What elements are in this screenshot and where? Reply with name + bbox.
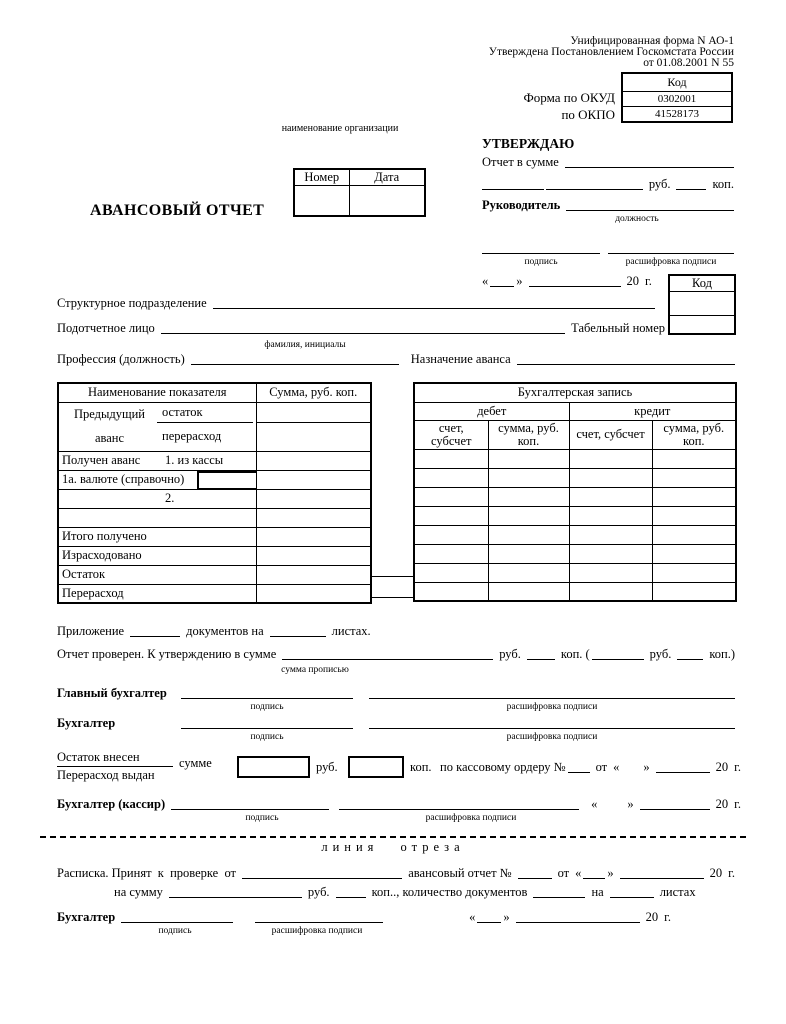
receipt-sum-line	[169, 886, 302, 898]
structural-unit-code-cell[interactable]	[669, 292, 735, 316]
codes-labels	[460, 72, 621, 123]
sign-name-caption: расшифровка подписи	[271, 926, 363, 936]
codes-block	[460, 72, 733, 123]
checked-sum-line	[282, 648, 493, 660]
overspend-out-label: Перерасход выдан	[57, 768, 155, 782]
order-year-suffix: г.	[734, 760, 741, 774]
regulatory-note-line1: Унифицированная форма N АО-1	[570, 35, 734, 47]
input-cell[interactable]	[414, 525, 488, 544]
kop-amount-box[interactable]	[348, 756, 404, 778]
okpo-label: по ОКПО	[561, 107, 615, 122]
attachment-docs-label: документов на	[186, 624, 264, 638]
accountant-name-line	[369, 717, 735, 729]
receipt-intro: Расписка. Принят к проверке от	[57, 866, 237, 880]
input-cell[interactable]	[569, 487, 652, 506]
receipt-line1	[57, 866, 735, 881]
sign-caption: подпись	[158, 926, 192, 936]
cashier-quote-open: «	[591, 797, 598, 811]
bottom-name-line	[255, 911, 383, 923]
accountable-person-row	[57, 321, 665, 336]
checked-kop-paren: коп. (	[560, 647, 590, 661]
input-cell[interactable]	[256, 584, 371, 603]
codes-header: Код	[622, 73, 732, 92]
person-caption: фамилия, инициалы	[264, 340, 346, 350]
attachment-sheets-line	[270, 625, 326, 637]
input-cell[interactable]	[652, 468, 736, 487]
checked-rub2-line	[592, 648, 644, 660]
personnel-number-code-cell[interactable]	[669, 316, 735, 334]
page-title: АВАНСОВЫЙ ОТЧЕТ	[90, 202, 265, 219]
cashier-year: 20	[715, 797, 729, 811]
checked-kop-close: коп.)	[709, 647, 735, 661]
date-input-cell[interactable]	[349, 186, 425, 216]
balance-in-label: Остаток внесен	[57, 750, 173, 767]
accounting-entry-table	[413, 382, 737, 602]
receipt-na-label: на	[591, 885, 604, 899]
in-sum-label: сумме	[179, 756, 212, 770]
sign-caption: подпись	[250, 732, 284, 742]
main-tables	[57, 382, 735, 622]
input-cell[interactable]	[256, 508, 371, 527]
indicators-table	[57, 382, 372, 604]
sign-caption: подпись	[245, 813, 279, 823]
item2-cell	[58, 489, 256, 508]
input-cell[interactable]	[652, 487, 736, 506]
cashier-sign-line	[171, 798, 329, 810]
receipt-quote-open: «	[575, 866, 582, 880]
credit-account-header: счет, субсчет	[569, 420, 652, 449]
approve-kop-label: коп.	[712, 177, 734, 191]
approve-block	[482, 136, 734, 289]
accountant-sign-line	[181, 717, 353, 729]
input-cell[interactable]	[488, 506, 569, 525]
checked-rub-line	[527, 648, 555, 660]
approve-sign-name-line	[608, 242, 734, 254]
input-cell[interactable]	[488, 487, 569, 506]
approve-sum-line	[565, 156, 734, 168]
input-cell[interactable]	[414, 506, 488, 525]
order-month-line	[656, 761, 710, 773]
debit-account-header: счет, субсчет	[414, 420, 488, 449]
cut-line	[40, 836, 746, 838]
input-cell[interactable]	[569, 563, 652, 582]
attachment-count-line	[130, 625, 180, 637]
receipt-sheets-label: листах	[659, 885, 696, 899]
side-code-table	[668, 274, 736, 335]
order-day-space	[625, 763, 641, 775]
input-cell[interactable]	[569, 506, 652, 525]
input-cell[interactable]	[256, 422, 371, 451]
bottom-day-line	[477, 911, 501, 923]
organization-caption: наименование организации	[281, 123, 399, 134]
accountant-label: Бухгалтер	[57, 716, 116, 730]
structural-unit-line	[213, 297, 655, 309]
accounting-entry-header: Бухгалтерская запись	[414, 383, 736, 402]
cut-caption: линия отреза	[321, 840, 465, 854]
input-cell[interactable]	[488, 449, 569, 468]
checked-rub2-label: руб.	[649, 647, 672, 661]
spent-label: Израсходовано	[58, 546, 256, 565]
checked-kop2-line	[677, 648, 703, 660]
input-cell[interactable]	[256, 565, 371, 584]
bottom-quote-close: »	[503, 910, 510, 924]
cashier-quote-close: »	[627, 797, 634, 811]
number-input-cell[interactable]	[294, 186, 349, 216]
input-cell[interactable]	[414, 582, 488, 601]
input-cell[interactable]	[256, 527, 371, 546]
input-cell[interactable]	[488, 544, 569, 563]
structural-unit-row	[57, 296, 655, 311]
debit-header: дебет	[414, 402, 569, 420]
attachment-label: Приложение	[57, 624, 125, 638]
checked-label: Отчет проверен. К утверждению в сумме	[57, 647, 277, 661]
input-cell[interactable]	[256, 489, 371, 508]
input-cell[interactable]	[569, 544, 652, 563]
input-cell[interactable]	[414, 468, 488, 487]
approve-sum-line3	[546, 178, 643, 190]
gap-connector-line	[370, 576, 413, 577]
chief-accountant-name-line	[369, 687, 735, 699]
bottom-month-line	[516, 911, 640, 923]
approve-head-line	[566, 199, 734, 211]
order-number-line	[568, 761, 590, 773]
receipt-sheets-line	[610, 886, 654, 898]
approve-day-line	[490, 275, 514, 287]
previous-advance-line2: аванс	[94, 431, 125, 445]
rub-label: руб.	[316, 760, 338, 774]
sum-words-caption: сумма прописью	[281, 665, 349, 675]
regulatory-note-line3: от 01.08.2001 N 55	[643, 57, 734, 69]
sign-name-caption: расшифровка подписи	[425, 813, 517, 823]
receipt-year: 20	[709, 866, 723, 880]
item2-label: 2.	[165, 491, 175, 505]
approve-title: УТВЕРЖДАЮ	[482, 136, 575, 151]
from-cash-label: 1. из кассы	[165, 453, 224, 467]
bottom-year: 20	[645, 910, 659, 924]
input-cell[interactable]	[652, 525, 736, 544]
total-received-label: Итого получено	[58, 527, 256, 546]
input-cell[interactable]	[256, 470, 371, 489]
previous-advance-line1: Предыдущий	[73, 407, 146, 421]
overspend-sublabel: перерасход	[162, 429, 222, 443]
okpo-value: 41528173	[622, 107, 732, 122]
approve-year: 20	[626, 274, 639, 288]
chief-accountant-sign-line	[181, 687, 353, 699]
structural-unit-label: Структурное подразделение	[57, 296, 207, 310]
cashier-name-line	[339, 798, 579, 810]
attachment-sheets-label: листах.	[331, 624, 371, 638]
approve-sum-line2	[482, 178, 544, 190]
number-header: Номер	[294, 169, 349, 186]
regulatory-note-line2: Утверждена Постановлением Госкомстата России	[488, 46, 734, 58]
cashier-day-space	[603, 800, 625, 812]
receipt-month-line	[620, 867, 704, 879]
currency-amount-box[interactable]	[197, 471, 257, 490]
order-quote-close: »	[643, 760, 650, 774]
credit-sum-header: сумма, руб. коп.	[652, 420, 736, 449]
sign-caption: подпись	[250, 702, 284, 712]
balance-label: Остаток	[58, 565, 256, 584]
approve-sign-line	[482, 242, 600, 254]
approve-sign-name-caption: расшифровка подписи	[625, 257, 717, 267]
receipt-day-line	[583, 867, 605, 879]
input-cell[interactable]	[256, 402, 371, 422]
order-quote-open: «	[613, 760, 620, 774]
input-cell[interactable]	[569, 468, 652, 487]
advance-purpose-label: Назначение аванса	[410, 352, 511, 366]
okud-label: Форма по ОКУД	[523, 90, 615, 105]
input-cell[interactable]	[256, 451, 371, 470]
empty-label-cell	[58, 508, 256, 527]
approve-rub-label: руб.	[648, 177, 671, 191]
receipt-ot-label: от	[557, 866, 570, 880]
advance-received-label: Получен аванс	[62, 453, 141, 467]
previous-advance-cell	[58, 402, 256, 451]
sign-name-caption: расшифровка подписи	[506, 702, 598, 712]
cashier-month-line	[640, 798, 710, 810]
overspend-label: Перерасход	[58, 584, 256, 603]
approve-month-line	[529, 275, 621, 287]
codes-table	[621, 72, 733, 123]
cashier-label: Бухгалтер (кассир)	[57, 797, 166, 811]
indicator-name-header: Наименование показателя	[58, 383, 256, 402]
receipt-no-line	[518, 867, 552, 879]
cash-order-label: по кассовому ордеру №	[440, 760, 566, 774]
approve-quote-open: «	[482, 274, 489, 288]
receipt-rub-label: руб.	[307, 885, 330, 899]
credit-header: кредит	[569, 402, 736, 420]
bottom-quote-open: «	[469, 910, 476, 924]
bottom-year-suffix: г.	[664, 910, 671, 924]
bottom-accountant-label: Бухгалтер	[57, 910, 116, 924]
input-cell[interactable]	[652, 506, 736, 525]
receipt-on-sum-label: на сумму	[114, 885, 163, 899]
balance-sublabel: остаток	[157, 403, 253, 423]
receipt-year-suffix: г.	[728, 866, 735, 880]
approve-sum-label: Отчет в сумме	[482, 155, 559, 169]
input-cell[interactable]	[652, 563, 736, 582]
order-year: 20	[715, 760, 729, 774]
input-cell[interactable]	[414, 544, 488, 563]
kop-label: коп.	[410, 760, 432, 774]
input-cell[interactable]	[488, 525, 569, 544]
personnel-number-label: Табельный номер	[571, 321, 665, 335]
bottom-sign-line	[121, 911, 233, 923]
currency-row-label: 1а. валюте (справочно)	[62, 472, 185, 486]
profession-line	[191, 353, 399, 365]
balance-block	[57, 750, 741, 788]
number-date-table	[293, 168, 426, 217]
receipt-quote-close: »	[607, 866, 614, 880]
previous-advance-label	[62, 403, 157, 451]
okud-value: 0302001	[622, 92, 732, 107]
checked-rub-label: руб.	[499, 647, 521, 661]
receipt-docs-line	[533, 886, 585, 898]
receipt-report-no-label: авансовый отчет №	[408, 866, 512, 880]
input-cell[interactable]	[414, 487, 488, 506]
input-cell[interactable]	[652, 544, 736, 563]
receipt-from-line	[242, 867, 402, 879]
advance-purpose-line	[517, 353, 735, 365]
indicator-sum-header: Сумма, руб. коп.	[256, 383, 371, 402]
input-cell[interactable]	[569, 449, 652, 468]
profession-label: Профессия (должность)	[57, 352, 185, 366]
chief-accountant-label: Главный бухгалтер	[57, 686, 167, 700]
receipt-line2	[114, 885, 735, 900]
debit-sum-header: сумма, руб. коп.	[488, 420, 569, 449]
input-cell[interactable]	[652, 449, 736, 468]
receipt-rub-line	[336, 886, 366, 898]
accountable-person-label: Подотчетное лицо	[57, 321, 155, 335]
rub-amount-box[interactable]	[237, 756, 310, 778]
approve-sign-caption: подпись	[524, 257, 558, 267]
attachment-row	[57, 624, 497, 639]
profession-row	[57, 352, 735, 367]
accountant-signatures	[57, 686, 735, 742]
bottom-accountant-block	[57, 910, 735, 940]
gap-connector-line	[370, 597, 413, 598]
input-cell[interactable]	[488, 582, 569, 601]
cashier-year-suffix: г.	[734, 797, 741, 811]
approve-quote-close: »	[516, 274, 523, 288]
approve-head-label: Руководитель	[482, 198, 561, 212]
currency-row-cell	[58, 470, 256, 489]
checked-row	[57, 647, 735, 662]
input-cell[interactable]	[652, 582, 736, 601]
input-cell[interactable]	[488, 468, 569, 487]
approve-year-suffix: г.	[645, 274, 652, 288]
accountable-person-line	[161, 322, 565, 334]
input-cell[interactable]	[569, 582, 652, 601]
input-cell[interactable]	[414, 563, 488, 582]
receipt-docs-count-label: коп.., количество документов	[371, 885, 528, 899]
input-cell[interactable]	[414, 449, 488, 468]
sign-name-caption: расшифровка подписи	[506, 732, 598, 742]
advance-received-cell	[58, 451, 256, 470]
date-header: Дата	[349, 169, 425, 186]
position-caption: должность	[615, 214, 659, 224]
side-code-header: Код	[669, 275, 735, 292]
regulatory-note	[489, 36, 734, 69]
input-cell[interactable]	[488, 563, 569, 582]
cashier-block	[57, 797, 741, 827]
input-cell[interactable]	[256, 546, 371, 565]
approve-rub-line	[676, 178, 706, 190]
input-cell[interactable]	[569, 525, 652, 544]
order-ot-label: от	[595, 760, 608, 774]
